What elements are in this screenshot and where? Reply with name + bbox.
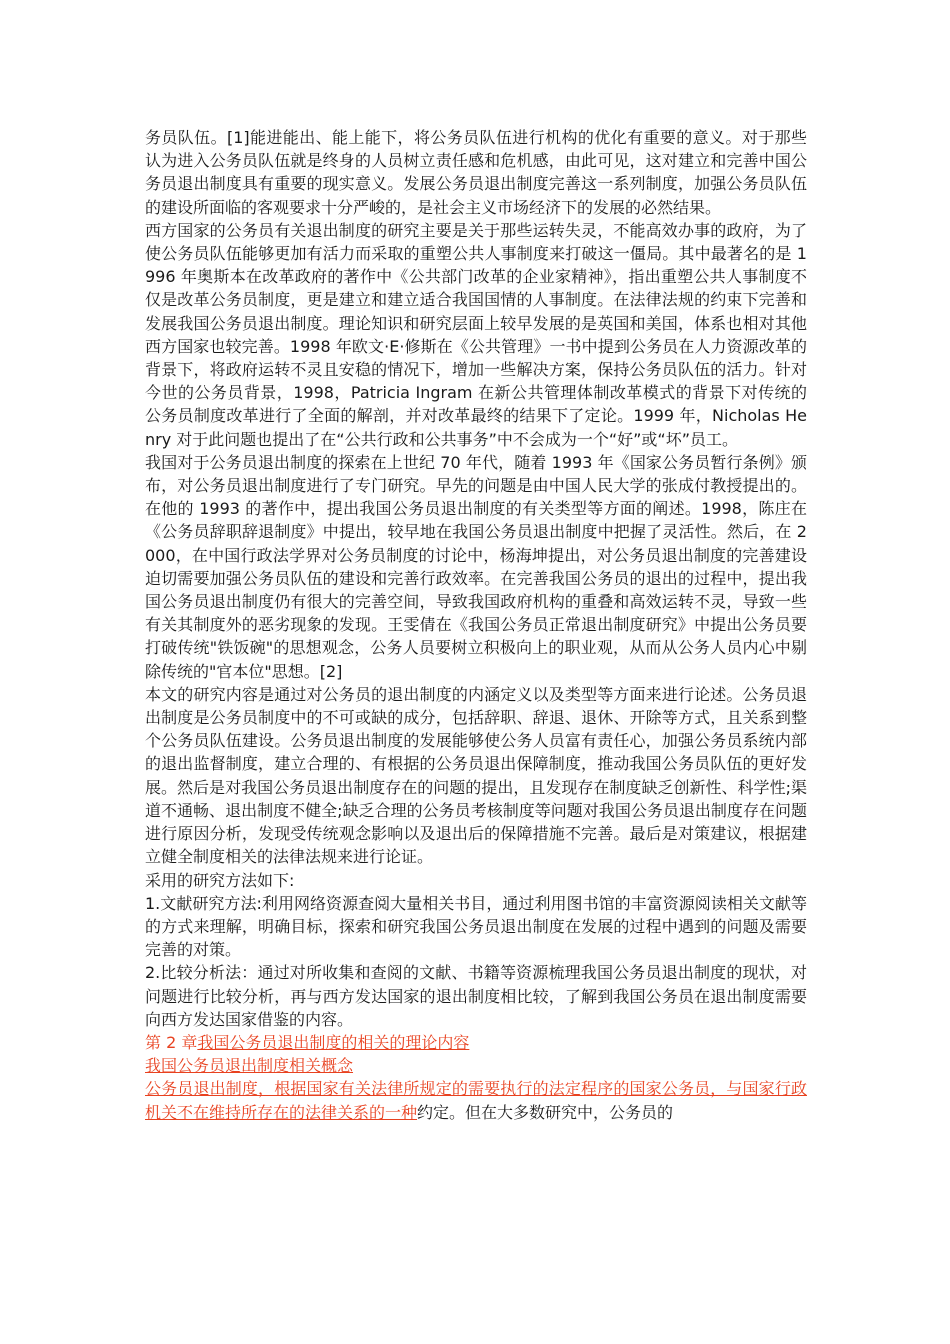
paragraph-methods-intro: 采用的研究方法如下: [145,870,295,890]
paragraph-domestic-research: 我国对于公务员退出制度的探索在上世纪 70 年代，随着 1993 年《国家公务员暂行条例》颁布，对公务员退出制度进行了专门研究。早先的问题是由中国人民大学的张成付教授提出的。在他的 1993 的著作中，提出我国公务员退出制度的有关类型等方面的阐述。1998，陈庄在《公务员辞职辞退制度》中提出，较早地在我国公务员退出制度中把握了灵活性。然后，在 2000，在中国行政法学界对公务员制度的讨论中，杨海坤提出，对公务员退出制度的完善建设迫切需要加强公务员队伍的建设和完善行政效率。在完善我国公务员的退出的过程中，提出我国公务员退出制度仍有很大的完善空间，导致我国政府机构的重叠和高效运转不灵，导致一些有关其制度外的恶劣现象的发现。王雯倩在《我国公务员正常退出制度研究》中提出公务员要打破传统"铁饭碗"的思想观念，公务人员要树立积极向上的职业观，从而从公务人员内心中剔除传统的"官本位"思想。[2] [145,452,807,681]
paragraph-method-comparison: 2.比较分析法：通过对所收集和查阅的文献、书籍等资源梳理我国公务员退出制度的现状，对问题进行比较分析，再与西方发达国家的退出制度相比较，了解到我国公务员在退出制度需要向西方发达国家借鉴的内容。 [145,963,807,1029]
paragraph-research-content: 本文的研究内容是通过对公务员的退出制度的内涵定义以及类型等方面来进行论述。公务员退出制度是公务员制度中的不可或缺的成分，包括辞职、辞退、退休、开除等方式，且关系到整个公务员队伍建设。公务员退出制度的发展能够使公务人员富有责任心，加强公务员系统内部的退出监督制度，建立合理的、有根据的公务员退出保障制度，推动我国公务员队伍的更好发展。然后是对我国公务员退出制度存在的问题的提出，且发现存在制度缺乏创新性、科学性;渠道不通畅、退出制度不健全;缺乏合理的公务员考核制度等问题对我国公务员退出制度存在问题进行原因分析，发现受传统观念影响以及退出后的保障措施不完善。最后是对策建议，根据建立健全制度相关的法律法规来进行论证。 [145,684,807,867]
paragraph-intro-continuation: 务员队伍。[1]能进能出、能上能下，将公务员队伍进行机构的优化有重要的意义。对于那些认为进入公务员队伍就是终身的人员树立责任感和危机感，由此可见，这对建立和完善中国公务员退出制度具有重要的现实意义。发展公务员退出制度完善这一系列制度，加强公务员队伍的建设所面临的客观要求十分严峻的，是社会主义市场经济下的发展的必然结果。 [145,128,807,217]
paragraph-definition-rest: 约定。但在大多数研究中，公务员的 [417,1102,674,1122]
section-heading-text: 我国公务员退出制度相关概念 [145,1056,354,1076]
paragraph-definition [145,1077,807,1123]
section-heading [145,1054,807,1077]
paragraph-method-literature: 1.文献研究方法:利用网络资源查阅大量相关书目，通过利用图书馆的丰富资源阅读相关文献等的方式来理解，明确目标，探索和研究我国公务员退出制度在发展的过程中遇到的问题及需要完善的对策。 [145,893,807,960]
chapter-heading-prefix: 第 2 章 [145,1032,198,1052]
paragraph-western-research: 西方国家的公务员有关退出制度的研究主要是关于那些运转失灵，不能高效办事的政府，为了使公务员队伍能够更加有活力而采取的重塑公共人事制度来打破这一僵局。其中最著名的是 1996 年奥斯本在改革政府的著作中《公共部门改革的企业家精神》，指出重塑公共人事制度不仅是改革公务员制度，更是建立和建立适合我国国情的人事制度。在法律法规的约束下完善和发展我国公务员退出制度。理论知识和研究层面上较早发展的是英国和美国，体系也相对其他西方国家也较完善。1998 年欧文·E·修斯在《公共管理》一书中提到公务员在人力资源改革的背景下，将政府运转不灵且安稳的情况下，增加一些解决方案，保持公务员队伍的活力。针对今世的公务员背景，1998，Patricia Ingram 在新公共管理体制改革模式的背景下对传统的公务员制度改革进行了全面的解剖，并对改革最终的结果下了定论。1999 年，Nicholas Henry 对于此问题也提出了在“公共行政和公共事务”中不会成为一个“好”或“坏”员工。 [145,220,807,449]
paragraph-definition-highlight: 公务员退出制度，根据国家有关法律所规定的需要执行的法定程序的国家公务员，与国家行政机关不在维持所存在的法律关系的一种 [145,1079,807,1122]
chapter-heading-title: 我国公务员退出制度的相关的理论内容 [197,1032,470,1052]
chapter-heading [145,1031,807,1054]
document-page [145,126,807,1124]
